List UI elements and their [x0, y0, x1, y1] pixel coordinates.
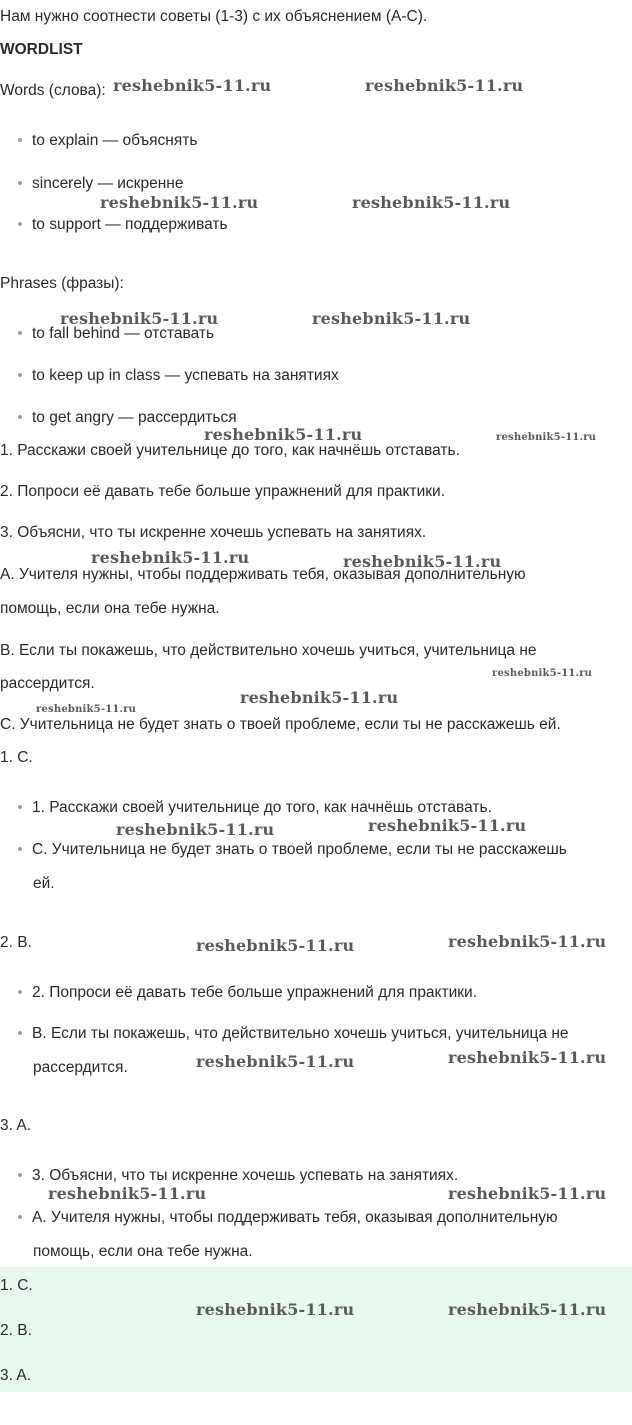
phrases-label: Phrases (фразы): — [0, 275, 124, 292]
watermark: reshebnik5-11.ru — [448, 1184, 607, 1203]
watermark: reshebnik5-11.ru — [312, 309, 471, 328]
watermark: reshebnik5-11.ru — [343, 552, 502, 571]
watermark: reshebnik5-11.ru — [496, 432, 597, 443]
watermark: reshebnik5-11.ru — [240, 688, 399, 707]
watermark: reshebnik5-11.ru — [196, 936, 355, 955]
watermark: reshebnik5-11.ru — [113, 76, 272, 95]
match-heading: 3. A. — [0, 1117, 32, 1134]
explanation-b: B. Если ты покажешь, что действительно хочешь учиться, учительница не — [0, 642, 537, 659]
bullet-icon — [18, 1173, 22, 1177]
bullet-icon — [18, 1031, 22, 1035]
watermark: reshebnik5-11.ru — [48, 1184, 207, 1203]
advice-2: 2. Попроси её давать тебе больше упражнений для практики. — [0, 483, 446, 500]
list-item: to explain — объяснять — [18, 132, 197, 150]
list-item: to support — поддерживать — [18, 216, 228, 234]
bullet-icon — [18, 331, 22, 335]
explanation-c: C. Учительница не будет знать о твоей проблеме, если ты не расскажешь ей. — [0, 716, 561, 733]
watermark: reshebnik5-11.ru — [448, 1048, 607, 1067]
list-item-cont: ей. — [33, 875, 55, 892]
watermark: reshebnik5-11.ru — [448, 1300, 607, 1319]
answer-2: 2. B. — [0, 1322, 32, 1339]
watermark: reshebnik5-11.ru — [204, 425, 363, 444]
watermark: reshebnik5-11.ru — [100, 193, 259, 212]
list-item: sincerely — искренне — [18, 175, 183, 193]
bullet-icon — [18, 181, 22, 185]
intro-text: Нам нужно соотнести советы (1-3) с их объяснением (А-С). — [0, 8, 428, 25]
wordlist-heading: WORDLIST — [0, 41, 83, 58]
list-item: to fall behind — отставать — [18, 325, 214, 343]
match-heading: 2. B. — [0, 934, 32, 951]
list-item: to keep up in class — успевать на занятиях — [18, 367, 339, 385]
watermark: reshebnik5-11.ru — [352, 193, 511, 212]
bullet-icon — [18, 415, 22, 419]
watermark: reshebnik5-11.ru — [196, 1052, 355, 1071]
answer-box — [0, 1267, 632, 1392]
watermark: reshebnik5-11.ru — [368, 816, 527, 835]
match-heading: 1. C. — [0, 749, 33, 766]
list-item: A. Учителя нужны, чтобы поддерживать тебя, оказывая дополнительную — [18, 1209, 558, 1227]
bullet-icon — [18, 990, 22, 994]
watermark: reshebnik5-11.ru — [116, 820, 275, 839]
explanation-a: A. Учителя нужны, чтобы поддерживать тебя, оказывая дополнительную — [0, 566, 526, 583]
watermark: reshebnik5-11.ru — [196, 1300, 355, 1319]
bullet-icon — [18, 847, 22, 851]
list-item: B. Если ты покажешь, что действительно хочешь учиться, учительница не — [18, 1025, 569, 1043]
watermark: reshebnik5-11.ru — [36, 704, 137, 715]
watermark: reshebnik5-11.ru — [492, 668, 593, 679]
list-item: 2. Попроси её давать тебе больше упражнений для практики. — [18, 984, 477, 1002]
bullet-icon — [18, 222, 22, 226]
advice-3: 3. Объясни, что ты искренне хочешь успевать на занятиях. — [0, 524, 427, 541]
advice-1: 1. Расскажи своей учительнице до того, как начнёшь отставать. — [0, 442, 460, 459]
watermark: reshebnik5-11.ru — [448, 932, 607, 951]
answer-3: 3. A. — [0, 1367, 32, 1384]
explanation-a-cont: помощь, если она тебе нужна. — [0, 600, 220, 617]
explanation-b-cont: рассердится. — [0, 675, 95, 692]
list-item: 1. Расскажи своей учительнице до того, как начнёшь отставать. — [18, 799, 492, 817]
bullet-icon — [18, 373, 22, 377]
list-item: 3. Объясни, что ты искренне хочешь успевать на занятиях. — [18, 1167, 458, 1185]
list-item: to get angry — рассердиться — [18, 409, 237, 427]
bullet-icon — [18, 805, 22, 809]
watermark: reshebnik5-11.ru — [60, 309, 219, 328]
watermark: reshebnik5-11.ru — [365, 76, 524, 95]
answer-1: 1. C. — [0, 1277, 33, 1294]
list-item: C. Учительница не будет знать о твоей проблеме, если ты не расскажешь — [18, 841, 567, 859]
bullet-icon — [18, 138, 22, 142]
list-item-cont: рассердится. — [33, 1059, 128, 1076]
bullet-icon — [18, 1215, 22, 1219]
list-item-cont: помощь, если она тебе нужна. — [33, 1243, 253, 1260]
words-label: Words (слова): — [0, 82, 106, 99]
watermark: reshebnik5-11.ru — [91, 548, 250, 567]
